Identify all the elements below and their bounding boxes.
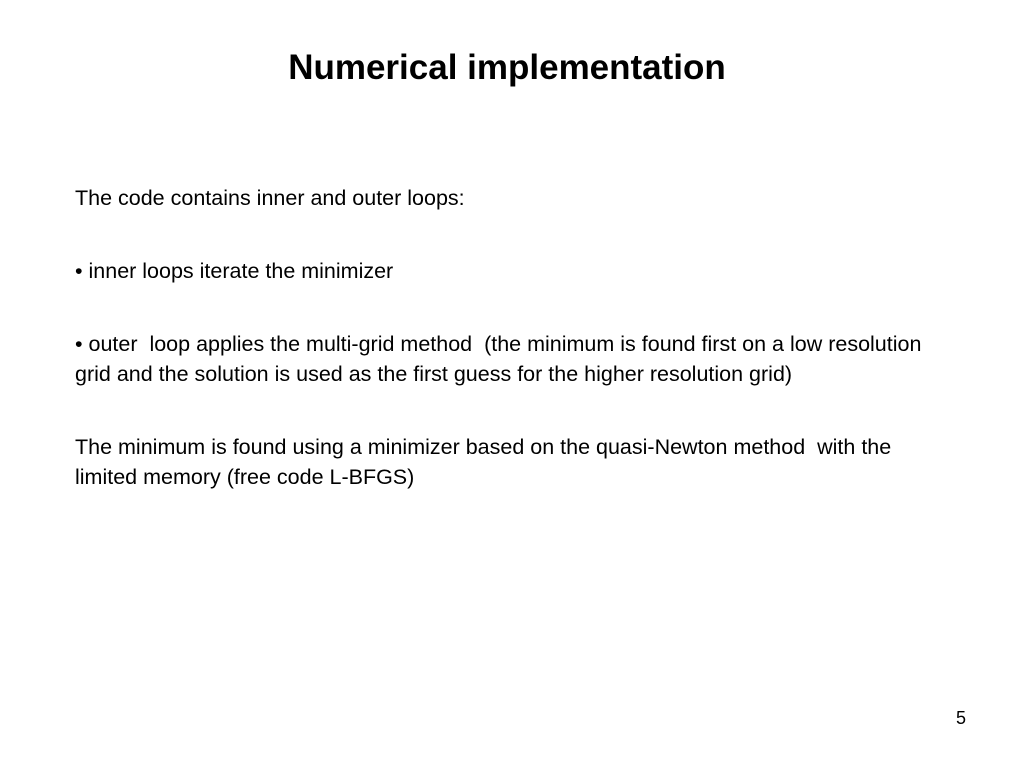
- bullet-inner-loops: • inner loops iterate the minimizer: [75, 259, 394, 283]
- page-number: 5: [955, 708, 966, 728]
- bullet-outer-loop: • outer loop applies the multi-grid method (the minimum is found first on a low resolution grid and the solution is used as the first guess for the higher resolution grid): [75, 332, 928, 386]
- slide-title: Numerical implementation: [288, 48, 726, 87]
- slide-body: [75, 183, 928, 492]
- intro-paragraph: The code contains inner and outer loops:: [75, 186, 465, 210]
- closing-paragraph: The minimum is found using a minimizer based on the quasi-Newton method with the limited memory (free code L-BFGS): [75, 435, 898, 489]
